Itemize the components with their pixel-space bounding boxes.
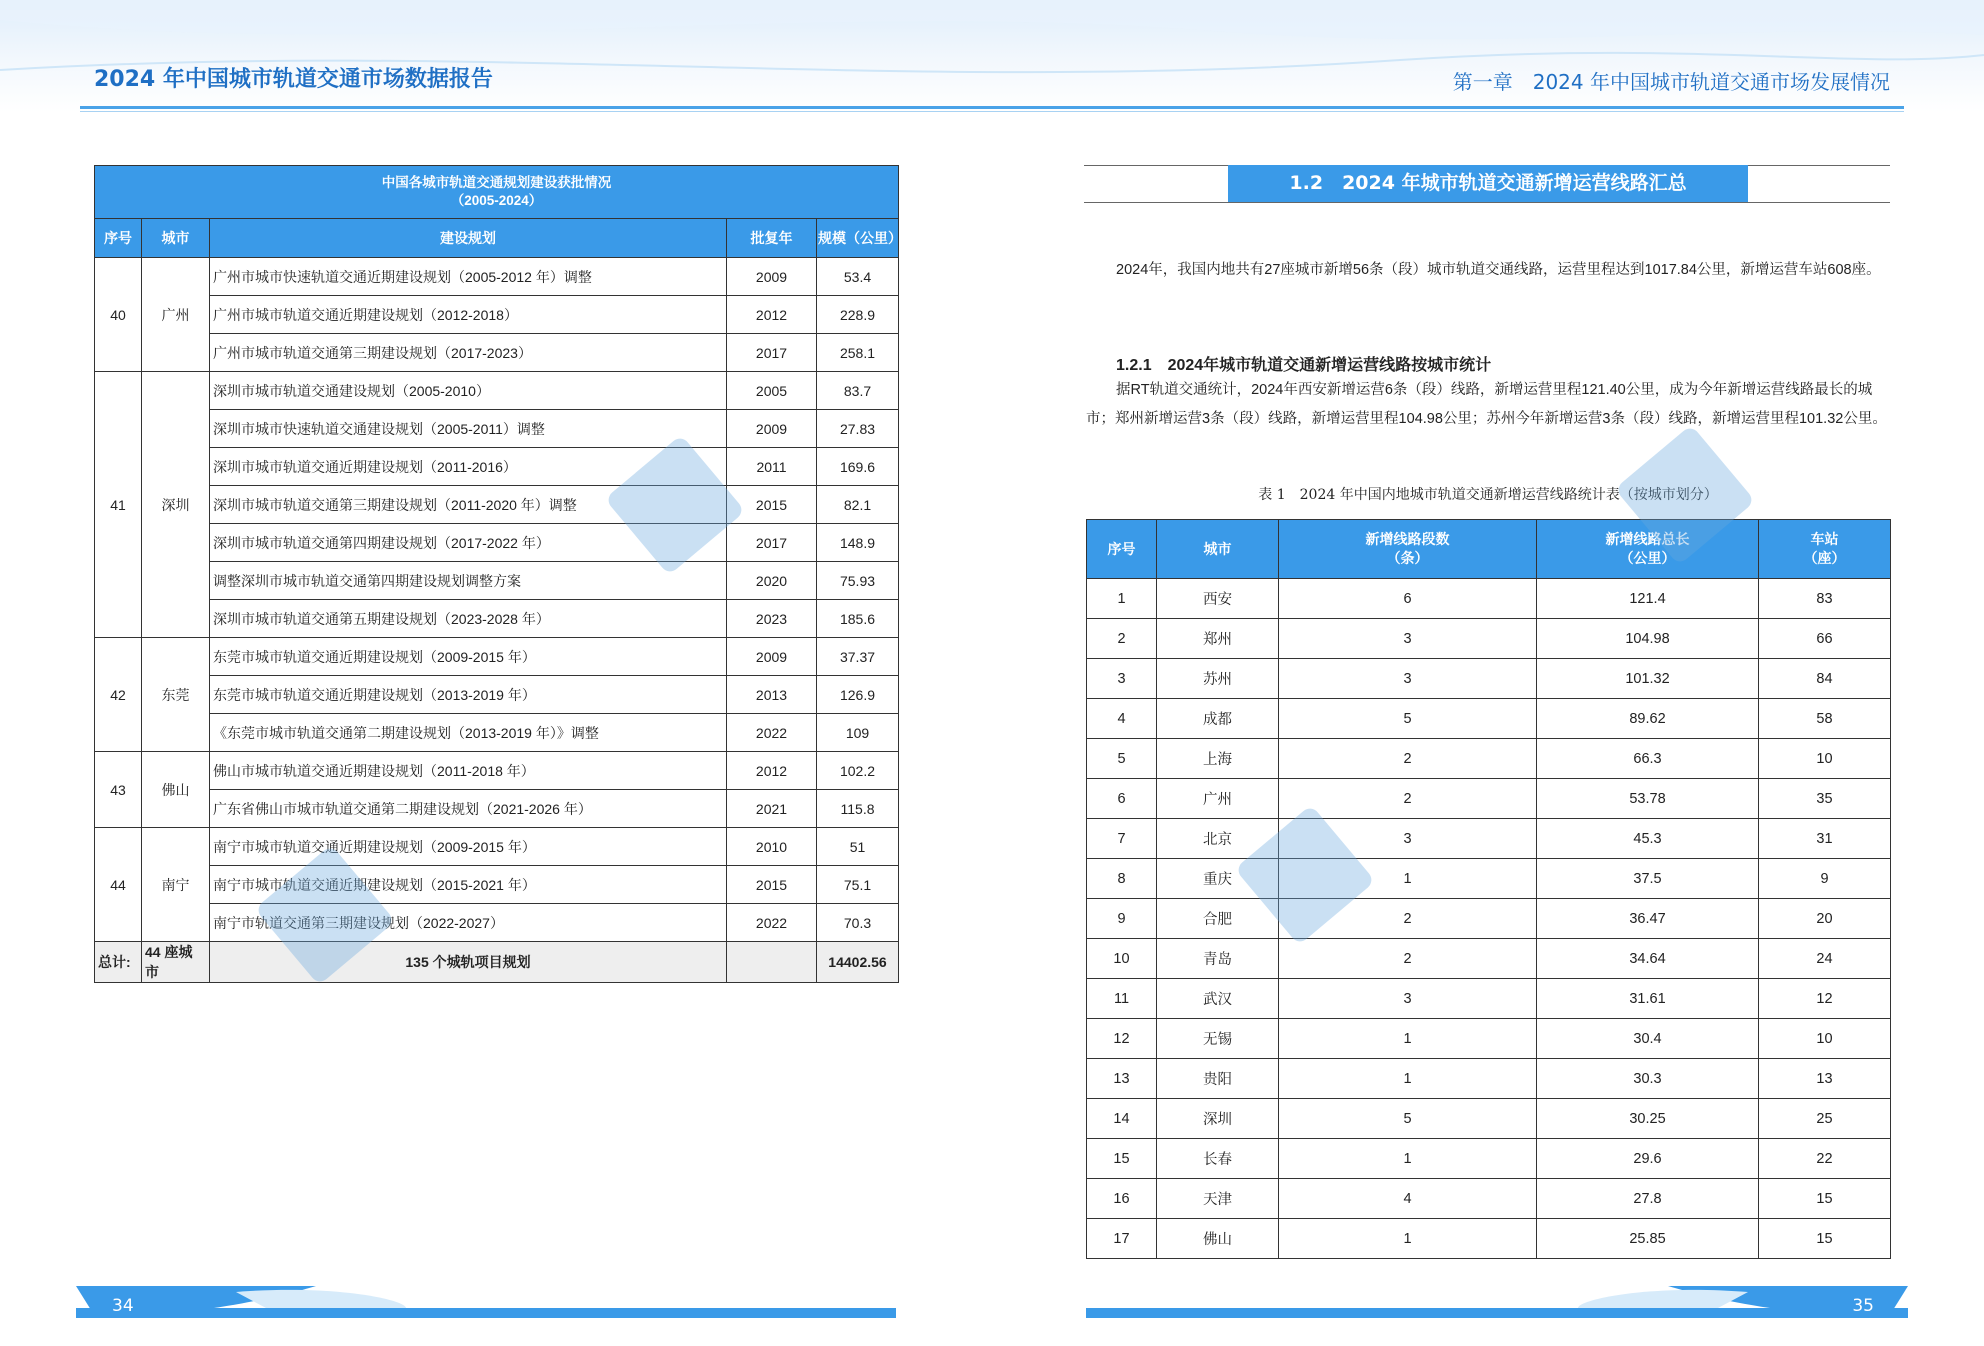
scale-km: 27.83 (817, 410, 899, 448)
table-row (1087, 1139, 1891, 1179)
table-row (1087, 979, 1891, 1019)
approval-year: 2012 (727, 296, 817, 334)
table-row (95, 828, 899, 866)
line-count: 2 (1279, 939, 1537, 979)
line-length-km: 30.3 (1537, 1059, 1759, 1099)
scale-km: 185.6 (817, 600, 899, 638)
approval-year: 2015 (727, 486, 817, 524)
plan-name: 深圳市城市轨道交通第三期建设规划（2011-2020 年）调整 (210, 486, 727, 524)
header-line-1: 新增线路总长 (1605, 531, 1690, 547)
chapter-title: 第一章 2024 年中国城市轨道交通市场发展情况 (1452, 70, 1890, 94)
row-number: 5 (1087, 739, 1157, 779)
header-line-1: 序号 (1107, 540, 1136, 557)
line-count: 1 (1279, 1019, 1537, 1059)
plan-name: 南宁市轨道交通第三期建设规划（2022-2027） (210, 904, 727, 942)
total-row (95, 942, 899, 983)
city-name: 郑州 (1157, 619, 1279, 659)
row-number: 12 (1087, 1019, 1157, 1059)
station-count: 12 (1759, 979, 1891, 1019)
table-row (95, 638, 899, 676)
column-header (1279, 520, 1537, 579)
row-number: 10 (1087, 939, 1157, 979)
line-count: 3 (1279, 979, 1537, 1019)
station-count: 15 (1759, 1219, 1891, 1259)
plan-name: 深圳市城市轨道交通建设规划（2005-2010） (210, 372, 727, 410)
city-name: 深圳 (1157, 1099, 1279, 1139)
line-length-km: 104.98 (1537, 619, 1759, 659)
header-line-1: 车站 (1810, 531, 1839, 547)
table-row (1087, 1059, 1891, 1099)
table-row (95, 904, 899, 942)
plan-name: 广州市城市轨道交通第三期建设规划（2017-2023） (210, 334, 727, 372)
plan-name: 南宁市城市轨道交通近期建设规划（2015-2021 年） (210, 866, 727, 904)
column-header: 批复年 (727, 219, 817, 258)
body-paragraph: 据RT轨道交通统计，2024年西安新增运营6条（段）线路，新增运营里程121.40公里，成为今年新增运营线路最长的城市；郑州新增运营3条（段）线路，新增运营里程104.98公里；苏州今年新增运营3条（段）线路，新增运营里程101.32公里。 (1086, 382, 1887, 427)
approval-year: 2015 (727, 866, 817, 904)
table-row (1087, 1179, 1891, 1219)
table-row (1087, 699, 1891, 739)
row-number: 44 (95, 828, 142, 942)
row-number: 41 (95, 372, 142, 638)
row-number: 13 (1087, 1059, 1157, 1099)
station-count: 83 (1759, 579, 1891, 619)
line-length-km: 37.5 (1537, 859, 1759, 899)
station-count: 31 (1759, 819, 1891, 859)
row-number: 7 (1087, 819, 1157, 859)
line-length-km: 31.61 (1537, 979, 1759, 1019)
city-name: 青岛 (1157, 939, 1279, 979)
page-number-left: 34 (112, 1296, 134, 1316)
plan-name: 广州市城市轨道交通近期建设规划（2012-2018） (210, 296, 727, 334)
header-unit: （公里） (1619, 550, 1676, 566)
table-row (95, 410, 899, 448)
approval-table-caption (95, 166, 899, 219)
table-row (95, 600, 899, 638)
scale-km: 51 (817, 828, 899, 866)
city-name: 苏州 (1157, 659, 1279, 699)
approval-year: 2023 (727, 600, 817, 638)
header-rule (80, 106, 1904, 109)
table-row (95, 866, 899, 904)
city-name: 东莞 (142, 638, 210, 752)
line-length-km: 36.47 (1537, 899, 1759, 939)
station-count: 15 (1759, 1179, 1891, 1219)
new-lines-table-header (1087, 520, 1891, 579)
city-name: 佛山 (1157, 1219, 1279, 1259)
row-number: 1 (1087, 579, 1157, 619)
row-number: 17 (1087, 1219, 1157, 1259)
city-name: 天津 (1157, 1179, 1279, 1219)
line-count: 5 (1279, 1099, 1537, 1139)
plan-name: 《东莞市城市轨道交通第二期建设规划（2013-2019 年）》调整 (210, 714, 727, 752)
city-name: 上海 (1157, 739, 1279, 779)
caption-line-2: （2005-2024） (450, 193, 543, 208)
table-row (95, 448, 899, 486)
table-row (95, 486, 899, 524)
scale-km: 83.7 (817, 372, 899, 410)
row-number: 14 (1087, 1099, 1157, 1139)
approval-year: 2009 (727, 258, 817, 296)
column-header: 城市 (142, 219, 210, 258)
city-name: 广州 (1157, 779, 1279, 819)
column-header (1537, 520, 1759, 579)
scale-km: 82.1 (817, 486, 899, 524)
line-count: 1 (1279, 859, 1537, 899)
approval-year: 2022 (727, 714, 817, 752)
table-row (1087, 1219, 1891, 1259)
station-count: 9 (1759, 859, 1891, 899)
row-number: 6 (1087, 779, 1157, 819)
page-number-right: 35 (1852, 1296, 1874, 1316)
table-row (1087, 939, 1891, 979)
table-row (1087, 1019, 1891, 1059)
row-number: 42 (95, 638, 142, 752)
scale-km: 148.9 (817, 524, 899, 562)
footer-right-decoration (1086, 1286, 1908, 1318)
header-rule-thin (80, 111, 1904, 112)
plan-name: 深圳市城市轨道交通近期建设规划（2011-2016） (210, 448, 727, 486)
line-count: 3 (1279, 819, 1537, 859)
plan-name: 东莞市城市轨道交通近期建设规划（2009-2015 年） (210, 638, 727, 676)
table-row (1087, 859, 1891, 899)
row-number: 16 (1087, 1179, 1157, 1219)
approval-year: 2017 (727, 334, 817, 372)
scale-km: 70.3 (817, 904, 899, 942)
column-header: 建设规划 (210, 219, 727, 258)
city-name: 西安 (1157, 579, 1279, 619)
approval-year: 2017 (727, 524, 817, 562)
table-row (95, 714, 899, 752)
row-number: 8 (1087, 859, 1157, 899)
line-length-km: 121.4 (1537, 579, 1759, 619)
plan-name: 广东省佛山市城市轨道交通第二期建设规划（2021-2026 年） (210, 790, 727, 828)
city-name: 广州 (142, 258, 210, 372)
line-count: 5 (1279, 699, 1537, 739)
plan-name: 深圳市城市轨道交通第五期建设规划（2023-2028 年） (210, 600, 727, 638)
scale-km: 126.9 (817, 676, 899, 714)
row-number: 40 (95, 258, 142, 372)
row-number: 3 (1087, 659, 1157, 699)
line-count: 2 (1279, 899, 1537, 939)
line-length-km: 53.78 (1537, 779, 1759, 819)
section-title: 1.2 2024 年城市轨道交通新增运营线路汇总 (1228, 165, 1748, 202)
line-count: 4 (1279, 1179, 1537, 1219)
line-count: 1 (1279, 1219, 1537, 1259)
total-projects: 135 个城轨项目规划 (210, 942, 727, 983)
column-header (1157, 520, 1279, 579)
table-row (95, 562, 899, 600)
footer-left-decoration (76, 1286, 896, 1318)
line-count: 2 (1279, 739, 1537, 779)
table-row (95, 372, 899, 410)
approval-table (94, 165, 902, 983)
header-unit: （条） (1386, 550, 1429, 566)
city-name: 无锡 (1157, 1019, 1279, 1059)
scale-km: 228.9 (817, 296, 899, 334)
header-line-1: 城市 (1203, 540, 1232, 557)
scale-km: 37.37 (817, 638, 899, 676)
row-number: 4 (1087, 699, 1157, 739)
table-row (1087, 1099, 1891, 1139)
approval-year: 2011 (727, 448, 817, 486)
line-length-km: 66.3 (1537, 739, 1759, 779)
total-scale: 14402.56 (817, 942, 899, 983)
city-name: 佛山 (142, 752, 210, 828)
header-unit: （座） (1803, 550, 1846, 566)
city-name: 长春 (1157, 1139, 1279, 1179)
table-row (1087, 779, 1891, 819)
total-year (727, 942, 817, 983)
table-row (1087, 659, 1891, 699)
city-name: 武汉 (1157, 979, 1279, 1019)
row-number: 15 (1087, 1139, 1157, 1179)
station-count: 10 (1759, 739, 1891, 779)
line-count: 3 (1279, 659, 1537, 699)
table-row (95, 790, 899, 828)
intro-paragraph: 2024年，我国内地共有27座城市新增56条（段）城市轨道交通线路，运营里程达到1017.84公里，新增运营车站608座。 (1116, 262, 1881, 278)
scale-km: 258.1 (817, 334, 899, 372)
station-count: 84 (1759, 659, 1891, 699)
plan-name: 调整深圳市城市轨道交通第四期建设规划调整方案 (210, 562, 727, 600)
city-name: 南宁 (142, 828, 210, 942)
line-length-km: 30.4 (1537, 1019, 1759, 1059)
row-number: 9 (1087, 899, 1157, 939)
table-row (95, 334, 899, 372)
plan-name: 佛山市城市轨道交通近期建设规划（2011-2018 年） (210, 752, 727, 790)
subsection-heading: 1.2.1 2024年城市轨道交通新增运营线路按城市统计 (1116, 357, 1492, 374)
table-caption: 表 1 2024 年中国内地城市轨道交通新增运营线路统计表（按城市划分） (1258, 487, 1718, 503)
city-name: 北京 (1157, 819, 1279, 859)
table-row (1087, 739, 1891, 779)
line-length-km: 25.85 (1537, 1219, 1759, 1259)
approval-year: 2009 (727, 638, 817, 676)
scale-km: 53.4 (817, 258, 899, 296)
station-count: 20 (1759, 899, 1891, 939)
scale-km: 75.93 (817, 562, 899, 600)
approval-year: 2020 (727, 562, 817, 600)
column-header: 规模（公里） (817, 219, 899, 258)
line-count: 1 (1279, 1139, 1537, 1179)
line-count: 6 (1279, 579, 1537, 619)
city-name: 成都 (1157, 699, 1279, 739)
line-count: 3 (1279, 619, 1537, 659)
new-lines-table (1086, 519, 1891, 1259)
approval-year: 2022 (727, 904, 817, 942)
scale-km: 115.8 (817, 790, 899, 828)
approval-year: 2012 (727, 752, 817, 790)
line-length-km: 101.32 (1537, 659, 1759, 699)
approval-year: 2010 (727, 828, 817, 866)
station-count: 66 (1759, 619, 1891, 659)
city-name: 深圳 (142, 372, 210, 638)
table-row (95, 524, 899, 562)
station-count: 58 (1759, 699, 1891, 739)
scale-km: 169.6 (817, 448, 899, 486)
table-row (1087, 619, 1891, 659)
table-row (1087, 819, 1891, 859)
city-name: 合肥 (1157, 899, 1279, 939)
station-count: 13 (1759, 1059, 1891, 1099)
station-count: 10 (1759, 1019, 1891, 1059)
line-length-km: 34.64 (1537, 939, 1759, 979)
approval-year: 2009 (727, 410, 817, 448)
report-title: 2024 年中国城市轨道交通市场数据报告 (94, 67, 493, 92)
table-row (95, 296, 899, 334)
table-row (95, 752, 899, 790)
line-length-km: 29.6 (1537, 1139, 1759, 1179)
station-count: 22 (1759, 1139, 1891, 1179)
table-row (95, 676, 899, 714)
row-number: 2 (1087, 619, 1157, 659)
total-cities: 44 座城市 (142, 942, 210, 983)
column-header: 序号 (95, 219, 142, 258)
plan-name: 深圳市城市快速轨道交通建设规划（2005-2011）调整 (210, 410, 727, 448)
line-length-km: 89.62 (1537, 699, 1759, 739)
line-length-km: 27.8 (1537, 1179, 1759, 1219)
approval-year: 2005 (727, 372, 817, 410)
approval-table-header (95, 219, 899, 258)
station-count: 25 (1759, 1099, 1891, 1139)
plan-name: 南宁市城市轨道交通近期建设规划（2009-2015 年） (210, 828, 727, 866)
header-wave-decoration (0, 0, 1984, 112)
plan-name: 深圳市城市轨道交通第四期建设规划（2017-2022 年） (210, 524, 727, 562)
plan-name: 东莞市城市轨道交通近期建设规划（2013-2019 年） (210, 676, 727, 714)
city-name: 重庆 (1157, 859, 1279, 899)
approval-year: 2013 (727, 676, 817, 714)
scale-km: 75.1 (817, 866, 899, 904)
column-header (1087, 520, 1157, 579)
header-line-1: 新增线路段数 (1365, 531, 1450, 547)
row-number: 11 (1087, 979, 1157, 1019)
approval-year: 2021 (727, 790, 817, 828)
table-row (1087, 899, 1891, 939)
line-length-km: 45.3 (1537, 819, 1759, 859)
plan-name: 广州市城市快速轨道交通近期建设规划（2005-2012 年）调整 (210, 258, 727, 296)
line-count: 2 (1279, 779, 1537, 819)
city-name: 贵阳 (1157, 1059, 1279, 1099)
total-label: 总计: (95, 942, 142, 983)
line-count: 1 (1279, 1059, 1537, 1099)
row-number: 43 (95, 752, 142, 828)
table-row (1087, 579, 1891, 619)
table-row (95, 258, 899, 296)
caption-line-1: 中国各城市轨道交通规划建设获批情况 (381, 175, 612, 190)
station-count: 35 (1759, 779, 1891, 819)
scale-km: 109 (817, 714, 899, 752)
station-count: 24 (1759, 939, 1891, 979)
column-header (1759, 520, 1891, 579)
scale-km: 102.2 (817, 752, 899, 790)
line-length-km: 30.25 (1537, 1099, 1759, 1139)
